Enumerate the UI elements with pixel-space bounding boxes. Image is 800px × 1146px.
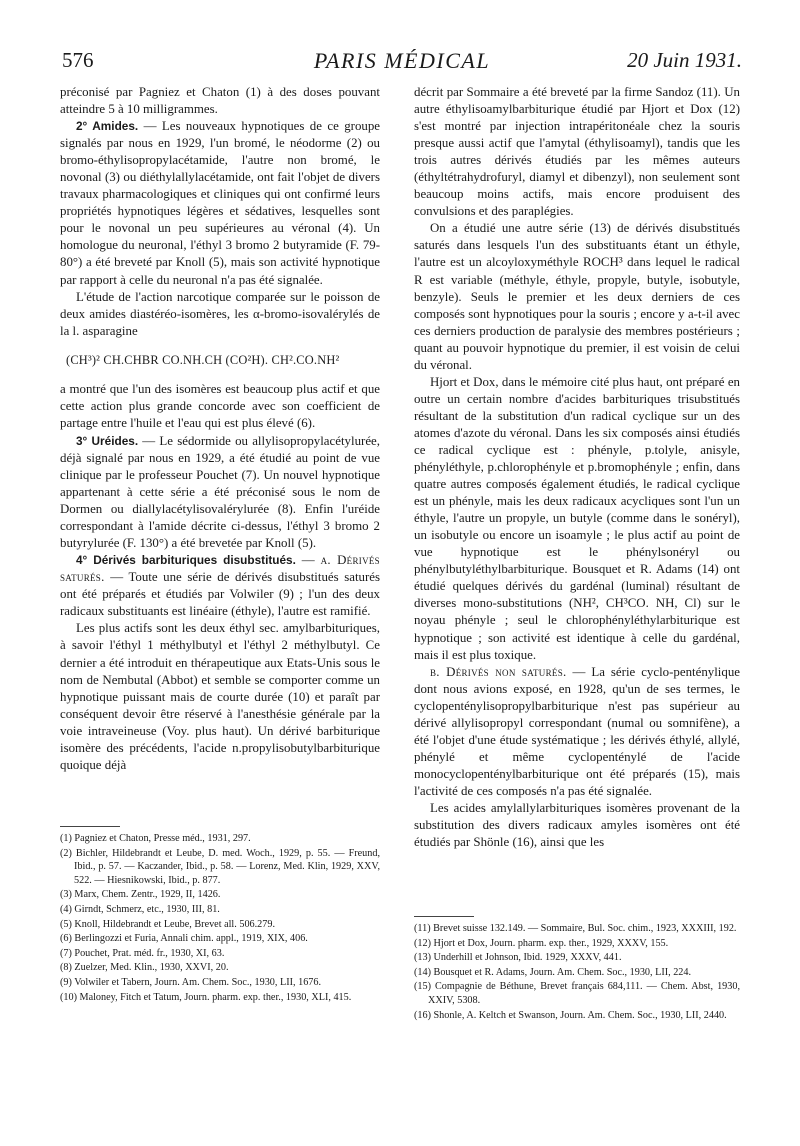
section-ureides: 3° Uréides. — Le sédormide ou allylisopropylacétylurée, déjà signalé par nous en 1929, a été étudié au point de vue clinique par le professeur Pouchet (7). Un nouvel hypnotique appartenant à cette série a été préconisé sous le nom de Dormen ou diallylacétylisovalérylurée (8). Enfin l'uréide correspondant à l'amide décrite ci-dessus, l'éthyl 3 bromo 2 butyrylurée (F. 130°) a été brevetée par Knoll (5). (60, 433, 380, 551)
subsection-heading: a. Dérivés saturés. (60, 553, 380, 585)
paragraph-text: Le sédormide ou allylisopropylacétylurée, déjà signalé par nous en 1929, a été étudié au point de vue clinique par le professeur Pouchet (7). Un nouvel hypnotique appartenant à cette série a été préconisé sous le nom de Dormen ou diallylacétylisovalérylurée (8). Enfin l'uréide correspondant à l'amide décrite ci-dessus, l'éthyl 3 bromo 2 butyrylurée (F. 130°) a été brevetée par Knoll (5). (60, 433, 380, 551)
footnote: (10) Maloney, Fitch et Tatum, Journ. pharm. exp. ther., 1930, XLI, 415. (60, 991, 352, 1003)
chemical-formula: (CH³)² CH.CHBR CO.NH.CH (CO²H). CH².CO.NH² (66, 352, 340, 367)
paragraph-text: Les nouveaux hypnotiques de ce groupe signalés par nous en 1929, l'un bromé, le néodorme (2) ou bromo-éthylisopropylacétamide, l'autre non bromé, le novonal (3) ou diéthylallylacétamide, ont fait l'objet de divers travaux pharmacologiques et cliniques qui ont confirmé leurs propriétés hypnotiques légères et sédatives, lesquelles sont pour le novonal un peu supérieures au véronal (4). Un homologue du neuronal, l'éthyl 3 bromo 2 butyramide (F. 79-80°) a été breveté par Knoll (5), mais son activité hypnotique par rapport à celle du neuronal n'a pas été signalée. (60, 119, 380, 287)
paragraph: Hjort et Dox, dans le mémoire cité plus haut, ont préparé en outre un certain nombre d'acides barbituriques trisubstitués résultant de la substitution d'un radical cyclique sur un des atomes d'azote du véronal. Dans les six composés ainsi étudiés ce radical cyclique est : phényle, p.tolyle, anisyle, phényléthyle, p.chlorophényle et p.bromophényle ; enfin, dans quatre autres composés également étudiés, le radical cyclique est un phényle, mais les deux radicaux acycliques sont l'un un éthyle, l'autre un propyle, un butyle (comme dans le sonéryl), un isobutyle ou encore un isoamyle ; le plus actif au point de vue hypnotique est le phénylsonéryl ou phénylbutyléthylbarbiturique. Bousquet et R. Adams (14) ont étudié quelques dérivés du gardénal (luminal) résultant de diverses mono-substitutions (NH², CH³CO. NH, Cl) sur le noyau phényle ; seul le chlorophényléthylarbiturique est hypnotique ; son activité est identique à celle du gardénal, mais il est plus toxique. (414, 374, 740, 662)
paragraph: On a étudié une autre série (13) de dérivés disubstitués saturés dans lesquels l'un des substituants étant un éthyle, l'autre est un alcoyloxyméthyle ROCH³ dans lequel le radical R est variable (méthyle, éthyle, propyle, butyle, isobutyle, benzyle). Seuls le premier et les deux derniers de ces composés sont hypnotiques pour la souris ; encore y a-t-il avec ces derniers production de paralysie des membres postérieurs ; quant au pouvoir hypnotique du premier, il est voisin de celui du véronal. (414, 221, 740, 372)
footnotes-right (414, 922, 740, 1023)
paragraph-text: Toute une série de dérivés disubstitués saturés ont été préparés et étudiés par Volwiler (9) ; l'un des deux radicaux substituants est linéaire (éthyle), l'autre est ramifié. (60, 570, 381, 619)
section-heading: 3° Uréides. (76, 433, 139, 448)
paragraph: L'étude de l'action narcotique comparée sur le poisson de deux amides diastéréo-isomères, les α-bromo-isovalérylés de la l. asparagine (60, 289, 380, 338)
paragraph: préconisé par Pagniez et Chaton (1) à des doses pouvant atteindre 5 à 10 milligrammes. (60, 85, 380, 117)
footnote: (8) Zuelzer, Med. Klin., 1930, XXVI, 20. (60, 962, 229, 974)
journal-title: PARIS MÉDICAL (313, 48, 491, 73)
footnote-rule (414, 916, 474, 917)
footnote: (11) Brevet suisse 132.149. — Sommaire, Bul. Soc. chim., 1923, XXXIII, 192. (414, 923, 737, 934)
paragraph: Les plus actifs sont les deux éthyl sec. amylbarbituriques, à savoir l'éthyl 1 méthylbutyl et l'éthyl 2 méthylbutyl. Ce dernier a été introduit en thérapeutique aux Etats-Unis sous le nom de Nembutal (Abbot) et semble se comporter comme un hypnotique puissant mais de courte durée (10) et paraît par conséquent devoir être réservé à l'anesthésie générale par la voie intraveineuse (Voy. plus haut). Un dérivé barbiturique isomère des précédents, l'acide n.propylisobutylbarbiturique quoique déjà (60, 621, 380, 772)
footnote: (9) Volwiler et Tabern, Journ. Am. Chem. Soc., 1930, LII, 1676. (60, 976, 322, 988)
page-header (62, 46, 742, 82)
paragraph-text: La série cyclo-penténylique dont nous avions exposé, en 1928, qu'un de ses termes, le cyclopenténylisopropylbarbiturique n'est pas supérieur au dérivé allylisopropyl correspondant (numal ou somnifène), a été l'objet d'une étude systématique ; les dérivés éthylé, allylé, phénylé et même cyclopenténylé de l'acide monocyclopenténylbarbiturique ont été préparés (15), mais l'activité de ces composés n'a pas été signalée. (414, 664, 740, 798)
footnote: (16) Shonle, A. Keltch et Swanson, Journ. Am. Chem. Soc., 1930, LII, 2440. (414, 1009, 727, 1021)
footnote: (3) Marx, Chem. Zentr., 1929, II, 1426. (60, 889, 221, 901)
footnote: (7) Pouchet, Prat. méd. fr., 1930, XI, 63. (60, 947, 225, 959)
paragraph: Les acides amylallylarbituriques isomères provenant de la substitution des divers radicaux amyles isomères ont été étudiés par Shönle (16), ainsi que les (414, 800, 740, 850)
section-heading: 4° Dérivés barbituriques disubstitués. (76, 553, 296, 568)
footnote: (6) Berlingozzi et Furia, Annali chim. appl., 1919, XIX, 406. (60, 933, 308, 945)
section-barbituriques: 4° Dérivés barbituriques disubstitués. — a. Dérivés saturés. — Toute une série de dérivés disubstitués saturés ont été préparés et étudiés par Volwiler (9) ; l'un des deux radicaux substituants est linéaire (éthyle), l'autre est ramifié. (60, 553, 381, 619)
issue-date: 20 Juin 1931. (627, 48, 742, 72)
footnote: (14) Bousquet et R. Adams, Journ. Am. Chem. Soc., 1930, LII, 224. (414, 966, 692, 978)
left-column (60, 84, 380, 774)
section-amides: 2° Amides. — Les nouveaux hypnotiques de ce groupe signalés par nous en 1929, l'un bromé, le néodorme (2) ou bromo-éthylisopropylacétamide, l'autre non bromé, le novonal (3) ou diéthylallylacétamide, ont fait l'objet de divers travaux pharmacologiques et cliniques qui ont confirmé leurs propriétés hypnotiques légères et sédatives, lesquelles sont pour le novonal un peu supérieures au véronal (4). Un homologue du neuronal, l'éthyl 3 bromo 2 butyramide (F. 79-80°) a été breveté par Knoll (5), mais son activité hypnotique par rapport à celle du neuronal n'a pas été signalée. (60, 119, 380, 287)
paragraph: a montré que l'un des isomères est beaucoup plus actif et que cette action plus grande concorde avec son coefficient de partage entre l'huile et l'eau qui est plus élevé (6). (60, 381, 380, 430)
footnote: (13) Underhill et Johnson, Ibid. 1929, XXXV, 441. (414, 952, 622, 964)
footnote-rule (60, 826, 120, 827)
footnote: (15) Compagnie de Béthune, Brevet français 684,111. — Chem. Abst, 1930, XXIV, 5308. (414, 981, 740, 1006)
footnotes-left (60, 832, 380, 1005)
footnote: (5) Knoll, Hildebrandt et Leube, Brevet all. 506.279. (60, 918, 276, 930)
footnote: (2) Bichler, Hildebrandt et Leube, D. med. Woch., 1929, p. 55. — Freund, Ibid., p. 57. — Kaczander, Ibid., p. 58. — Lorenz, Med. Klin, 1929, XXV, 522. — Hiesnikowski, Ibid., p. 877. (60, 847, 380, 886)
footnote: (1) Pagniez et Chaton, Presse méd., 1931, 297. (60, 833, 251, 844)
right-column (414, 84, 740, 851)
footnote: (12) Hjort et Dox, Journ. pharm. exp. ther., 1929, XXXV, 155. (414, 937, 669, 949)
paragraph: décrit par Sommaire a été breveté par la firme Sandoz (11). Un autre éthylisoamylbarbiturique étudié par Hjort et Dox (12) s'est montré par injection intrapéritonéale chez la souris presque aussi actif que l'amytal (éthylisoamyl), tandis que les trois autres dérivés étudiés par les mêmes auteurs (éthyltétrahydrofuryl, diamyl et dibenzyl), non seulement sont beaucoup moins actifs, mais encore produisent des convulsions et des paraplégies. (414, 85, 740, 219)
section-non-satures: b. Dérivés non saturés. — La série cyclo-penténylique dont nous avions exposé, en 1928, qu'un de ses termes, le cyclopenténylisopropylbarbiturique n'est pas supérieur au dérivé allylisopropyl correspondant (numal ou somnifène), a été l'objet d'une étude systématique ; les dérivés éthylé, allylé, phénylé et même cyclopenténylé de l'acide monocyclopenténylbarbiturique ont été préparés (15), mais l'activité de ces composés n'a pas été signalée. (414, 664, 740, 798)
footnote: (4) Girndt, Schmerz, etc., 1930, III, 81. (60, 903, 220, 915)
subsection-heading: b. Dérivés non saturés. (430, 664, 567, 679)
section-heading: 2° Amides. (76, 119, 139, 134)
page-number: 576 (62, 48, 94, 72)
